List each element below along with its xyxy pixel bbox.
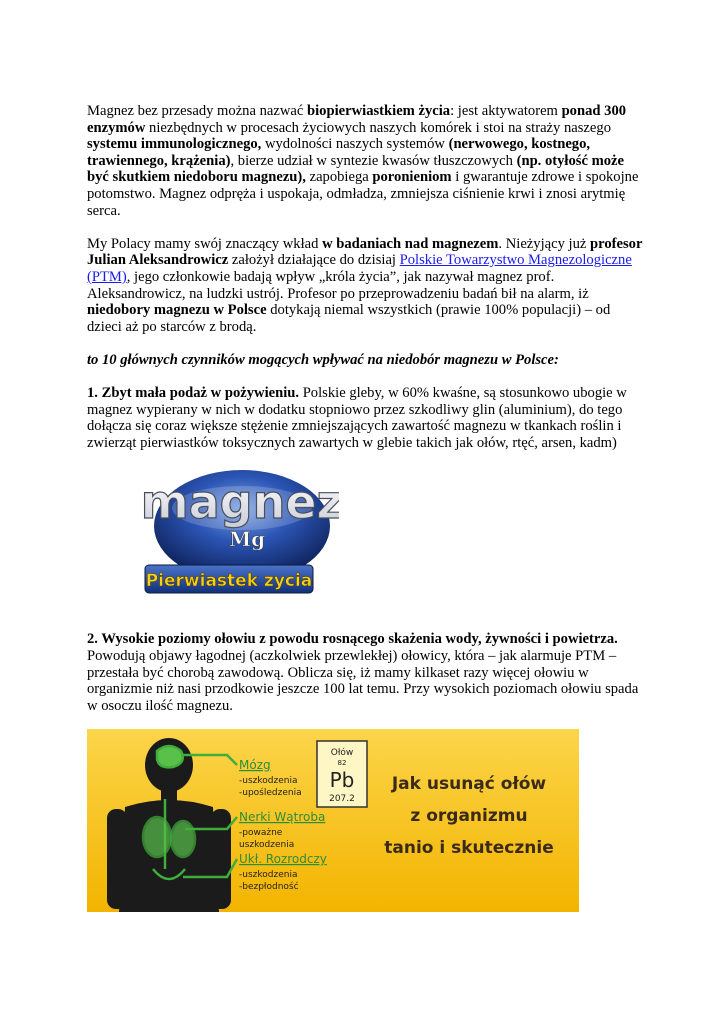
organ-label: Ukł. Rozrodczy [239, 852, 327, 867]
text: zapobiega [305, 169, 373, 186]
headline-line: z organizmu [410, 806, 528, 827]
organ-effect: -poważne [239, 828, 283, 839]
text: , jego członkowie badają wpływ „króla życia”, jak nazywał magnez prof. Aleksandrowicz, na ludzki ustrój. Profesor po przeprowadzeniu badań bił na alarm, iż [87, 268, 589, 302]
bold-text: niedobory magnezu w Polsce [87, 302, 267, 319]
bold-text: systemu immunologicznego, [87, 136, 262, 153]
organ-effect: -uszkodzenia [239, 776, 298, 787]
lead-removal-banner-image [87, 729, 579, 912]
organ-label: Nerki Wątroba [239, 810, 326, 825]
logo-graphic [139, 468, 339, 598]
headline-line: Jak usunąć ołów [391, 774, 547, 795]
text: wydolności naszych systemów [261, 136, 449, 153]
organ-effect: uszkodzenia [239, 840, 295, 851]
organ-effect: -upośledzenia [239, 788, 302, 799]
element-symbol: Pb [329, 768, 355, 793]
text: Magnez bez przesady można nazwać [87, 103, 308, 119]
text: : jest aktywatorem [450, 103, 562, 119]
logo-symbol: Mg [228, 527, 266, 552]
factor-title: 2. Wysokie poziomy ołowiu z powodu rosnącego skażenia wody, żywności i powietrza. [87, 631, 618, 648]
factor-title: 1. Zbyt mała podaż w pożywieniu. [87, 385, 300, 402]
periodic-element-tile [317, 741, 367, 807]
organ-effect: -bezpłodność [239, 882, 299, 893]
factor-1 [87, 385, 647, 451]
organ-effect: -uszkodzenia [239, 870, 298, 881]
bold-text: profesor Julian Aleksandrowicz [87, 235, 643, 269]
ptm-link[interactable]: Polskie Towarzystwo Magnezologiczne (PTM) [87, 252, 632, 285]
factor-text: Polskie gleby, w 60% kwaśne, są stosunkowo ubogie w magnez wypierany w nich w dodatku stopniowo przez szkodliwy glin (aluminium), do tego dołącza się coraz większe stężenie zmniejszających zawartość magnezu w tkankach roślin i zwierząt pierwiastków toksycznych zawartych w glebie takich jak ołów, rtęć, arsen, kadm) [87, 385, 627, 451]
factor-text: Powodują objawy łagodnej (aczkolwiek przewlekłej) ołowicy, która – jak alarmuje PTM – przestała być chorobą zawodową. Oblicza się, iż mamy kilkaset razy więcej ołowiu w organizmie niż nasi przodkowie jeszcze 100 lat temu. Przy wysokich poziomach ołowiu spada w osoczu ilość magnezu. [87, 648, 639, 714]
bold-text: w badaniach nad magnezem [322, 235, 499, 252]
text: założył działające do dzisiaj [228, 252, 400, 269]
text: My Polacy mamy swój znaczący wkład [87, 235, 323, 252]
paragraph-polish-research [87, 236, 647, 336]
element-mass: 207.2 [329, 794, 355, 805]
bold-text: poronieniom [372, 169, 452, 186]
text: niezbędnych w procesach życiowych naszych komórek i stoi na straży naszego [145, 119, 611, 136]
organ-label: Mózg [239, 758, 271, 773]
bold-text: biopierwiastkiem życia [307, 103, 451, 119]
logo-banner-text: Pierwiastek zycia [145, 571, 313, 592]
bold-text: ponad 300 enzymów [87, 103, 627, 136]
logo-word: magnez [140, 475, 339, 530]
paragraph-intro [87, 103, 647, 219]
element-name: Ołów [330, 748, 354, 759]
magnez-logo-image [139, 468, 339, 598]
document-body [87, 103, 647, 912]
text: i gwarantuje zdrowe i spokojne potomstwo. Magnez odpręża i uspokaja, odmładza, zmniejsza ciśnienie krwi i znosi arytmię serca. [87, 169, 639, 219]
text: , bierze udział w syntezie kwasów tłuszczowych [230, 152, 517, 169]
factor-2 [87, 631, 647, 714]
bold-text: (np. otyłość może być skutkiem niedoboru magnezu), [87, 152, 625, 186]
text: . Nieżyjący już [498, 235, 590, 252]
headline-line: tanio i skutecznie [384, 838, 554, 859]
text: dotykają niemal wszystkich (prawie 100% populacji) – od dzieci aż po starców z brodą. [87, 302, 611, 335]
section-heading: to 10 głównych czynników mogących wpływać na niedobór magnezu w Polsce: [87, 351, 559, 368]
element-number: 82 [337, 759, 347, 768]
lead-banner-graphic [87, 729, 579, 912]
bold-text: (nerwowego, kostnego, trawiennego, krążenia) [87, 136, 591, 169]
